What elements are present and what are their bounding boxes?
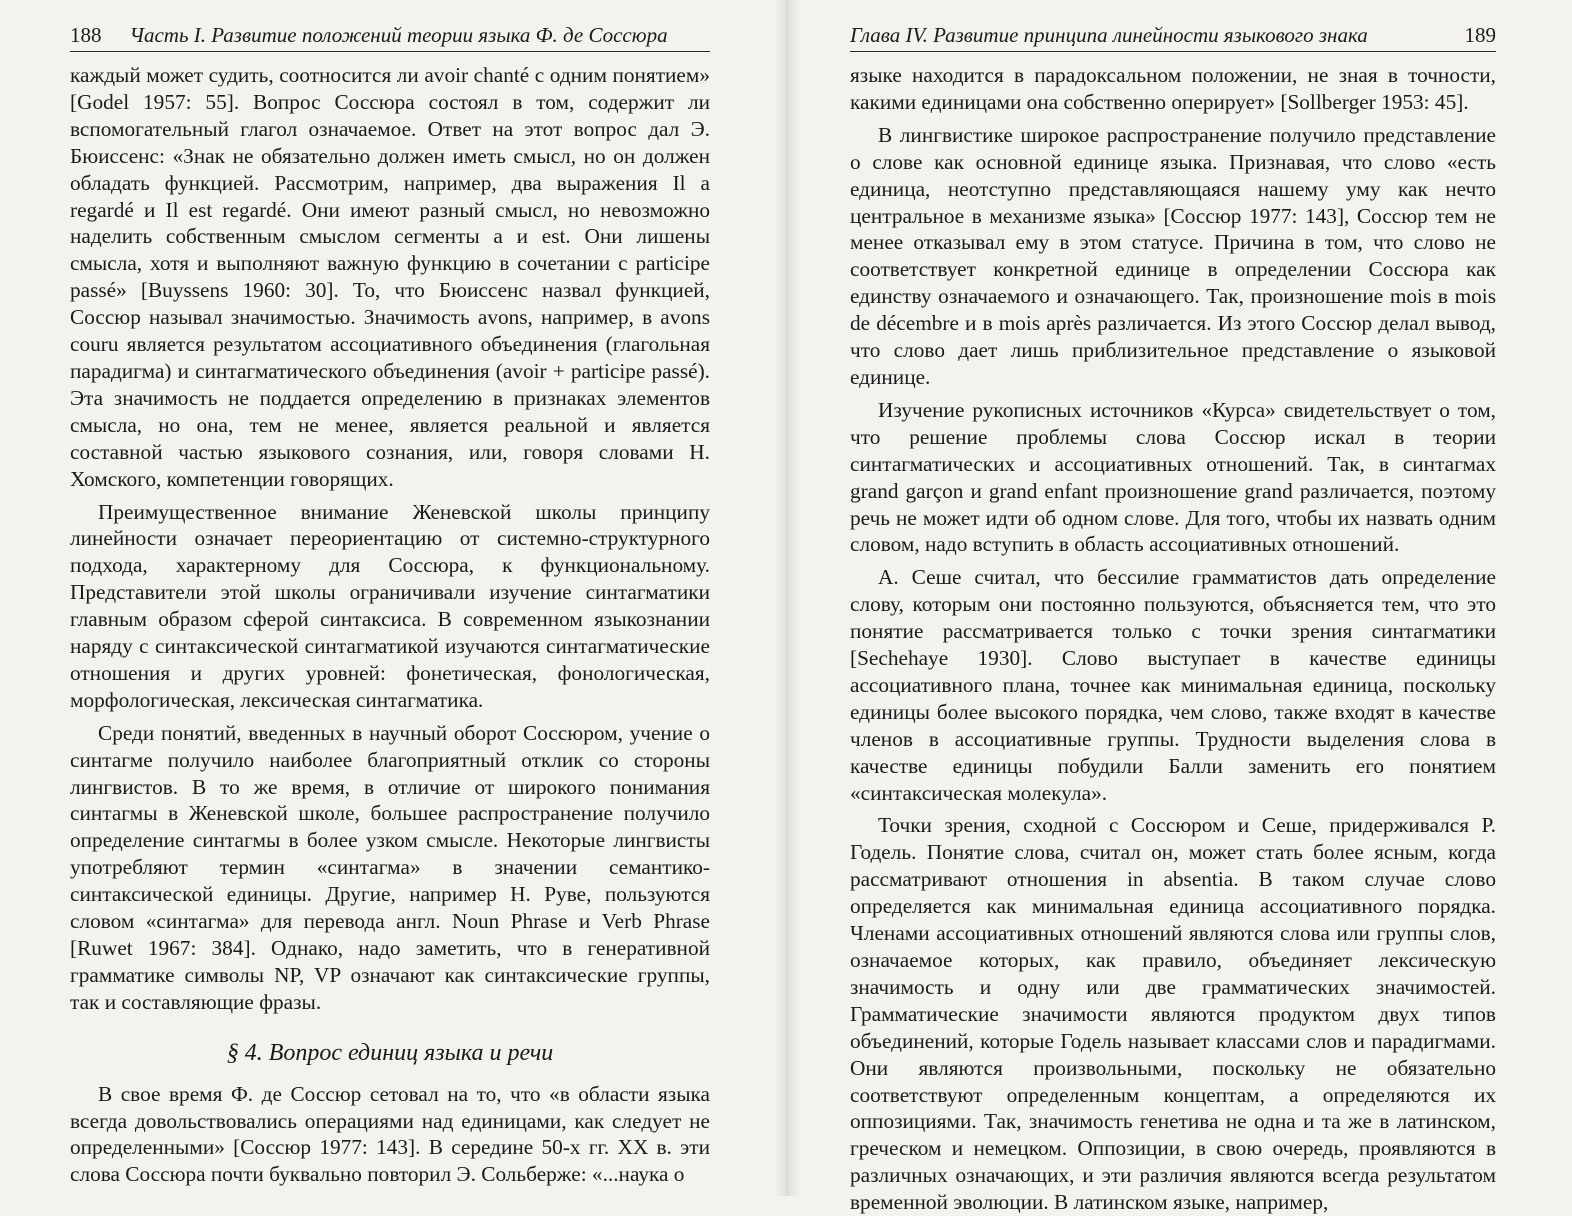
- right-body-text: [850, 62, 1496, 1216]
- paragraph: каждый может судить, соотносится ли avoir chanté с одним понятием» [Godel 1957: 55]. Вопрос Соссюра состоял в том, содержит ли вспомогательный глагол означаемое. Ответ на этот вопрос дал Э. Бюиссенс: «Знак не обязательно должен иметь смысл, но он должен обладать функцией. Рассмотрим, например, два выражения Il a regardé и Il est regardé. Они имеют разный смысл, но невозможно наделить собственным смыслом сегменты a и est. Они лишены смысла, хотя и выполняют важную функцию в сочетании с participe passé» [Buyssens 1960: 30]. То, что Бюиссенс назвал функцией, Соссюр называл значимостью. Значимость avons, например, в avons couru является результатом ассоциативного объединения (глагольная парадигма) и синтагматического объединения (avoir + participe passé). Эта значимость не поддается определению в признаках элементов смысла, но она, тем не менее, является реальной и является составной частью языкового сознания, или, говоря словами Н. Хомского, компетенции говорящих.: [70, 63, 710, 491]
- section-heading: § 4. Вопрос единиц языка и речи: [226, 1039, 554, 1066]
- right-running-title: Глава IV. Развитие принципа линейности языкового знака: [850, 23, 1368, 47]
- paragraph: А. Сеше считал, что бессилие грамматистов дать определение слову, которым они постоянно пользуются, объясняется тем, что это понятие рассматривается только с точки зрения синтагматики [Sechehaye 1930]. Слово выступает в качестве единицы ассоциативного плана, точнее как минимальная единица, поскольку единицы более высокого порядка, чем слово, также входят в качестве членов в ассоциативные группы. Трудности выделения слова в качестве единицы побудили Балли заменить его понятием «синтаксическая молекула».: [850, 565, 1496, 805]
- left-body-text: [70, 62, 710, 1188]
- paragraph: В лингвистике широкое распространение получило представление о слове как основной единице языка. Признавая, что слово «есть единица, неотступно представляющаяся нашему уму как нечто центральное в механизме языка» [Соссюр 1977: 143], Соссюр тем не менее отказывал ему в этом статусе. Причина в том, что слово не соответствует конкретной единице в определении Соссюра как единству означаемого и означающего. Так, произношение mois в mois de décembre и в mois après различается. Из этого Соссюр делал вывод, что слово дает лишь приблизительное представление о языковой единице.: [850, 122, 1496, 389]
- right-running-head: [850, 22, 1496, 52]
- paragraph: В свое время Ф. де Соссюр сетовал на то, что «в области языка всегда довольствовались операциями над единицами, как следует не определенными» [Соссюр 1977: 143]. В середине 50-х гг. XX в. эти слова Соссюра почти буквально повторил Э. Сольберже: «...наука о: [70, 1081, 710, 1187]
- left-page-number: 188: [70, 23, 102, 47]
- book-gutter: [774, 0, 800, 1196]
- paragraph: Среди понятий, введенных в научный оборот Соссюром, учение о синтагме получило наиболее благоприятный отклик со стороны лингвистов. В то же время, в отличие от широкого понимания синтагмы в Женевской школе, большее распространение получило определение синтагмы в более узком смысле. Некоторые лингвисты употребляют термин «синтагма» в значении семантико-синтаксической единицы. Другие, например Н. Руве, пользуются словом «синтагма» для перевода англ. Noun Phrase и Verb Phrase [Ruwet 1967: 384]. Однако, надо заметить, что в генеративной грамматике символы NP, VP означают как синтаксические группы, так и составляющие фразы.: [70, 720, 710, 1014]
- left-page: [70, 22, 710, 1188]
- left-running-title: Часть I. Развитие положений теории языка Ф. де Соссюра: [129, 23, 668, 47]
- right-page-number: 189: [1464, 23, 1496, 47]
- right-page: [850, 22, 1496, 1216]
- paragraph: языке находится в парадоксальном положении, не зная в точности, какими единицами она собственно оперирует» [Sollberger 1953: 45].: [850, 63, 1496, 114]
- paragraph: Изучение рукописных источников «Курса» свидетельствует о том, что решение проблемы слова Соссюр искал в теории синтагматических и ассоциативных отношений. Так, в синтагмах grand garçon и grand enfant произношение grand различается, поэтому речь не может идти об одном слове. Для того, чтобы их назвать одним словом, надо вступить в область ассоциативных отношений.: [850, 397, 1496, 557]
- paragraph: Преимущественное внимание Женевской школы принципу линейности означает переориентацию от системно-структурного подхода, характерному для Соссюра, к функциональному. Представители этой школы ограничивали изучение синтагматики главным образом сферой синтаксиса. В современном языкознании наряду с синтаксической синтагматикой изучаются синтагматические отношения и других уровней: фонетическая, фонологическая, морфологическая, лексическая синтагматика.: [70, 499, 710, 712]
- left-running-head: [70, 22, 710, 52]
- paragraph: Точки зрения, сходной с Соссюром и Сеше, придерживался Р. Годель. Понятие слова, считал он, может стать более ясным, когда рассматривают отношения in absentia. В таком случае слово определяется как минимальная единица ассоциативного порядка. Членами ассоциативных отношений являются слова или группы слов, означаемое которых, как правило, объединяет лексическую значимость и одну или две грамматических значимостей. Грамматические значимости являются продуктом двух типов объединений, которые Годель называет классами слов и парадигмами. Они являются произвольными, поскольку не обязательно соответствуют определенным концептам, а определяются их оппозициями. Так, значимость генетива не одна и та же в латинском, греческом и немецком. Оппозиции, в свою очередь, проявляются в различных означающих, и эти различия являются всегда результатом временной эволюции. В латинском языке, например,: [850, 813, 1496, 1215]
